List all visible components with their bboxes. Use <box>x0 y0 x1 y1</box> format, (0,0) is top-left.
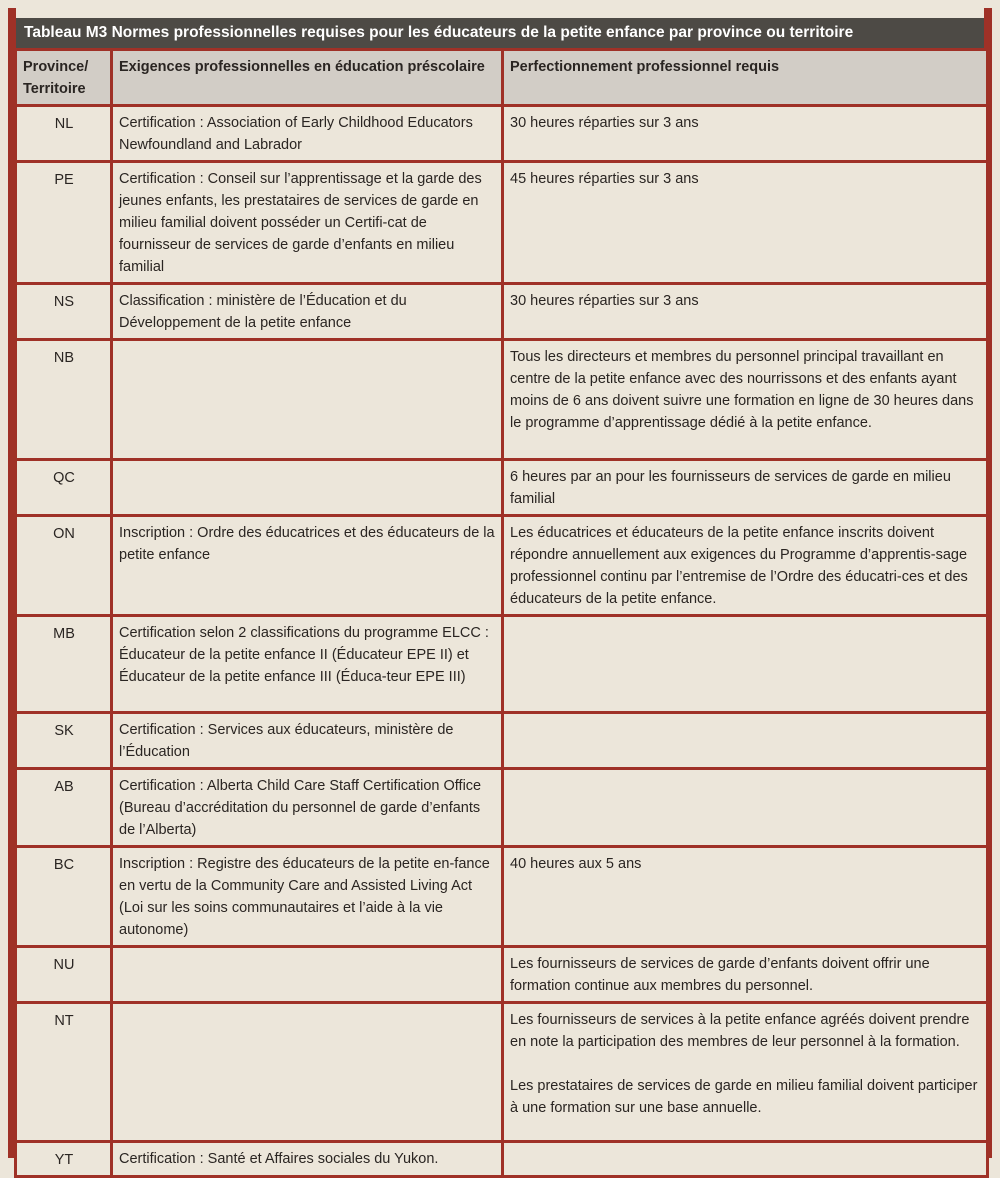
province-cell: NL <box>16 106 112 162</box>
requirements-cell: Certification : Services aux éducateurs, ministère de l’Éducation <box>112 713 503 769</box>
table-row <box>16 769 988 847</box>
development-paragraph-2: Les prestataires de services de garde en milieu familial doivent participer à une formation sur une base annuelle. <box>510 1078 978 1116</box>
requirements-cell: Certification : Association of Early Childhood Educators Newfoundland and Labrador <box>112 106 503 162</box>
table-row <box>16 516 988 616</box>
development-cell: Tous les directeurs et membres du personnel principal travaillant en centre de la petite enfance avec des nourrissons et des enfants ayant moins de 6 ans doivent suivre une formation en ligne de 30 heures dans le programme d’apprentissage dédié à la petite enfance. <box>503 340 988 460</box>
development-cell <box>503 1003 988 1142</box>
province-cell: NU <box>16 947 112 1003</box>
requirements-cell <box>112 1003 503 1142</box>
header-development: Perfectionnement professionnel requis <box>503 50 988 106</box>
development-cell <box>503 769 988 847</box>
development-cell: 40 heures aux 5 ans <box>503 847 988 947</box>
province-cell: NB <box>16 340 112 460</box>
development-cell: 6 heures par an pour les fournisseurs de services de garde en milieu familial <box>503 460 988 516</box>
development-cell: 30 heures réparties sur 3 ans <box>503 106 988 162</box>
header-province: Province/ Territoire <box>16 50 112 106</box>
table-row <box>16 1003 988 1142</box>
development-cell <box>503 616 988 713</box>
header-row <box>16 50 988 106</box>
development-cell: 30 heures réparties sur 3 ans <box>503 284 988 340</box>
requirements-cell <box>112 340 503 460</box>
development-cell: Les éducatrices et éducateurs de la petite enfance inscrits doivent répondre annuellement aux exigences du Programme d’apprentis-sage professionnel continu par l’entremise de l’Ordre des éducatri-ces et des éducateurs de la petite enfance. <box>503 516 988 616</box>
development-cell <box>503 713 988 769</box>
development-cell: Les fournisseurs de services de garde d’enfants doivent offrir une formation continue aux membres du personnel. <box>503 947 988 1003</box>
table-row <box>16 713 988 769</box>
table-row <box>16 284 988 340</box>
requirements-cell: Classification : ministère de l’Éducation et du Développement de la petite enfance <box>112 284 503 340</box>
requirements-cell: Certification : Santé et Affaires sociales du Yukon. <box>112 1142 503 1177</box>
table-row <box>16 340 988 460</box>
requirements-cell: Inscription : Registre des éducateurs de la petite en-fance en vertu de la Community Care and Assisted Living Act (Loi sur les soins communautaires et l’aide à la vie autonome) <box>112 847 503 947</box>
table-row <box>16 106 988 162</box>
standards-table <box>14 48 989 1178</box>
table-row <box>16 947 988 1003</box>
development-paragraph-1: Les fournisseurs de services à la petite enfance agréés doivent prendre en note la participation des membres de leur personnel à la formation. <box>510 1012 970 1050</box>
province-cell: NS <box>16 284 112 340</box>
requirements-cell: Certification : Conseil sur l’apprentissage et la garde des jeunes enfants, les prestataires de services de garde en milieu familial doivent posséder un Certifi-cat de fournisseur de services de garde d’enfants en milieu familial <box>112 162 503 284</box>
development-cell: 45 heures réparties sur 3 ans <box>503 162 988 284</box>
development-cell <box>503 1142 988 1177</box>
requirements-cell <box>112 460 503 516</box>
province-cell: AB <box>16 769 112 847</box>
table-row <box>16 162 988 284</box>
province-cell: BC <box>16 847 112 947</box>
table-row <box>16 847 988 947</box>
province-cell: YT <box>16 1142 112 1177</box>
province-cell: PE <box>16 162 112 284</box>
province-cell: MB <box>16 616 112 713</box>
table-row <box>16 1142 988 1177</box>
requirements-cell: Certification : Alberta Child Care Staff Certification Office (Bureau d’accréditation du personnel de garde d’enfants de l’Alberta) <box>112 769 503 847</box>
header-requirements: Exigences professionnelles en éducation préscolaire <box>112 50 503 106</box>
province-cell: SK <box>16 713 112 769</box>
province-cell: QC <box>16 460 112 516</box>
table-row <box>16 616 988 713</box>
requirements-cell <box>112 947 503 1003</box>
province-cell: ON <box>16 516 112 616</box>
table-row <box>16 460 988 516</box>
table-title: Tableau M3 Normes professionnelles requises pour les éducateurs de la petite enfance par province ou territoire <box>16 18 984 48</box>
requirements-cell: Certification selon 2 classifications du programme ELCC : Éducateur de la petite enfance II (Éducateur EPE II) et Éducateur de la petite enfance III (Éduca-teur EPE III) <box>112 616 503 713</box>
requirements-cell: Inscription : Ordre des éducatrices et des éducateurs de la petite enfance <box>112 516 503 616</box>
province-cell: NT <box>16 1003 112 1142</box>
